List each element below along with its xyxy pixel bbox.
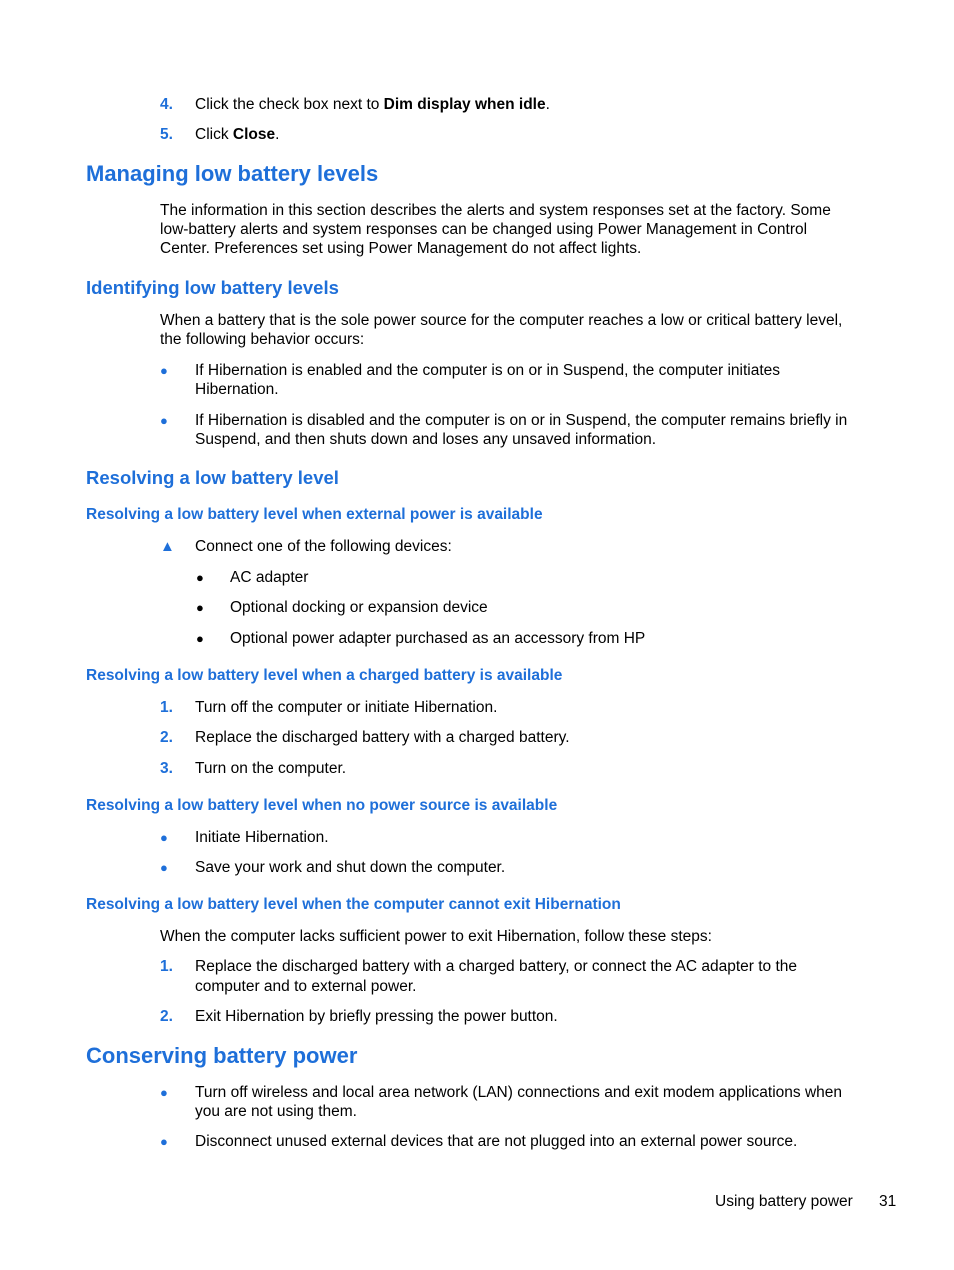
- bullet-text: Hibernation.: [195, 381, 279, 398]
- step-text-pre: Click: [195, 126, 233, 143]
- step-text: [195, 95, 550, 115]
- warning-triangle-icon: ▲: [160, 538, 175, 555]
- paragraph-line: Center. Preferences set using Power Management do not affect lights.: [160, 240, 642, 257]
- subsection-heading-resolving: Resolving a low battery level: [86, 467, 339, 488]
- step-number: 2.: [160, 729, 173, 746]
- bullet-icon: ●: [160, 413, 168, 428]
- bullet-text: Initiate Hibernation.: [195, 829, 329, 846]
- bullet-text: If Hibernation is enabled and the computer is on or in Suspend, the computer initiates: [195, 362, 781, 379]
- device-item: Optional power adapter purchased as an accessory from HP: [230, 630, 646, 647]
- step-text: Turn on the computer.: [195, 760, 347, 777]
- paragraph-line: the following behavior occurs:: [160, 331, 365, 348]
- subsubsection-heading: Resolving a low battery level when a charged battery is available: [86, 667, 563, 684]
- step-text: Replace the discharged battery with a charged battery, or connect the AC adapter to the: [195, 958, 797, 975]
- step-number: 2.: [160, 1008, 173, 1025]
- section-heading-managing: Managing low battery levels: [86, 161, 379, 186]
- footer-title: Using battery power: [715, 1193, 853, 1210]
- paragraph-line: The information in this section describes the alerts and system responses set at the factory. Some: [160, 202, 831, 219]
- subsubsection-heading: Resolving a low battery level when no power source is available: [86, 797, 558, 814]
- bullet-icon: ●: [196, 631, 204, 646]
- paragraph-line: low-battery alerts and system responses can be changed using Power Management in Control: [160, 221, 808, 238]
- step-text: [195, 125, 279, 145]
- step-text-pre: Click the check box next to: [195, 96, 384, 113]
- paragraph-line: When the computer lacks sufficient power to exit Hibernation, follow these steps:: [160, 928, 712, 945]
- step-text-post: .: [545, 96, 550, 113]
- step-text: Replace the discharged battery with a charged battery.: [195, 729, 570, 746]
- step-text-post: .: [275, 126, 280, 143]
- bullet-text: Turn off wireless and local area network (LAN) connections and exit modem applications when: [195, 1084, 843, 1101]
- step-number: 5.: [160, 126, 173, 143]
- bullet-text: Suspend, and then shuts down and loses any unsaved information.: [195, 431, 657, 448]
- bullet-icon: ●: [160, 363, 168, 378]
- device-item: Optional docking or expansion device: [230, 599, 488, 616]
- subsection-heading-identifying: Identifying low battery levels: [86, 277, 339, 298]
- bullet-text: If Hibernation is disabled and the computer is on or in Suspend, the computer remains briefly in: [195, 412, 848, 429]
- section-heading-conserving: Conserving battery power: [86, 1043, 358, 1068]
- step-number: 3.: [160, 760, 173, 777]
- subsubsection-heading: Resolving a low battery level when external power is available: [86, 506, 543, 523]
- paragraph-line: When a battery that is the sole power source for the computer reaches a low or critical battery level,: [160, 312, 843, 329]
- step-text-bold: Dim display when idle: [383, 96, 546, 113]
- page-number: 31: [879, 1193, 897, 1210]
- bullet-icon: ●: [160, 830, 168, 845]
- step-text: computer and to external power.: [195, 978, 417, 995]
- bullet-icon: ●: [160, 1085, 168, 1100]
- step-number: 4.: [160, 96, 173, 113]
- bullet-icon: ●: [196, 570, 204, 585]
- step-number: 1.: [160, 699, 173, 716]
- step-text-bold: Close: [232, 126, 276, 143]
- subsubsection-heading: Resolving a low battery level when the computer cannot exit Hibernation: [86, 896, 621, 913]
- bullet-text: Disconnect unused external devices that are not plugged into an external power source.: [195, 1133, 798, 1150]
- bullet-text: you are not using them.: [195, 1103, 357, 1120]
- step-number: 1.: [160, 958, 173, 975]
- step-text: Exit Hibernation by briefly pressing the power button.: [195, 1008, 558, 1025]
- bullet-icon: ●: [160, 1134, 168, 1149]
- device-item: AC adapter: [230, 569, 309, 586]
- bullet-text: Save your work and shut down the computer.: [195, 859, 506, 876]
- step-text: Turn off the computer or initiate Hibernation.: [195, 699, 498, 716]
- list-intro: Connect one of the following devices:: [195, 538, 452, 555]
- bullet-icon: ●: [196, 600, 204, 615]
- bullet-icon: ●: [160, 860, 168, 875]
